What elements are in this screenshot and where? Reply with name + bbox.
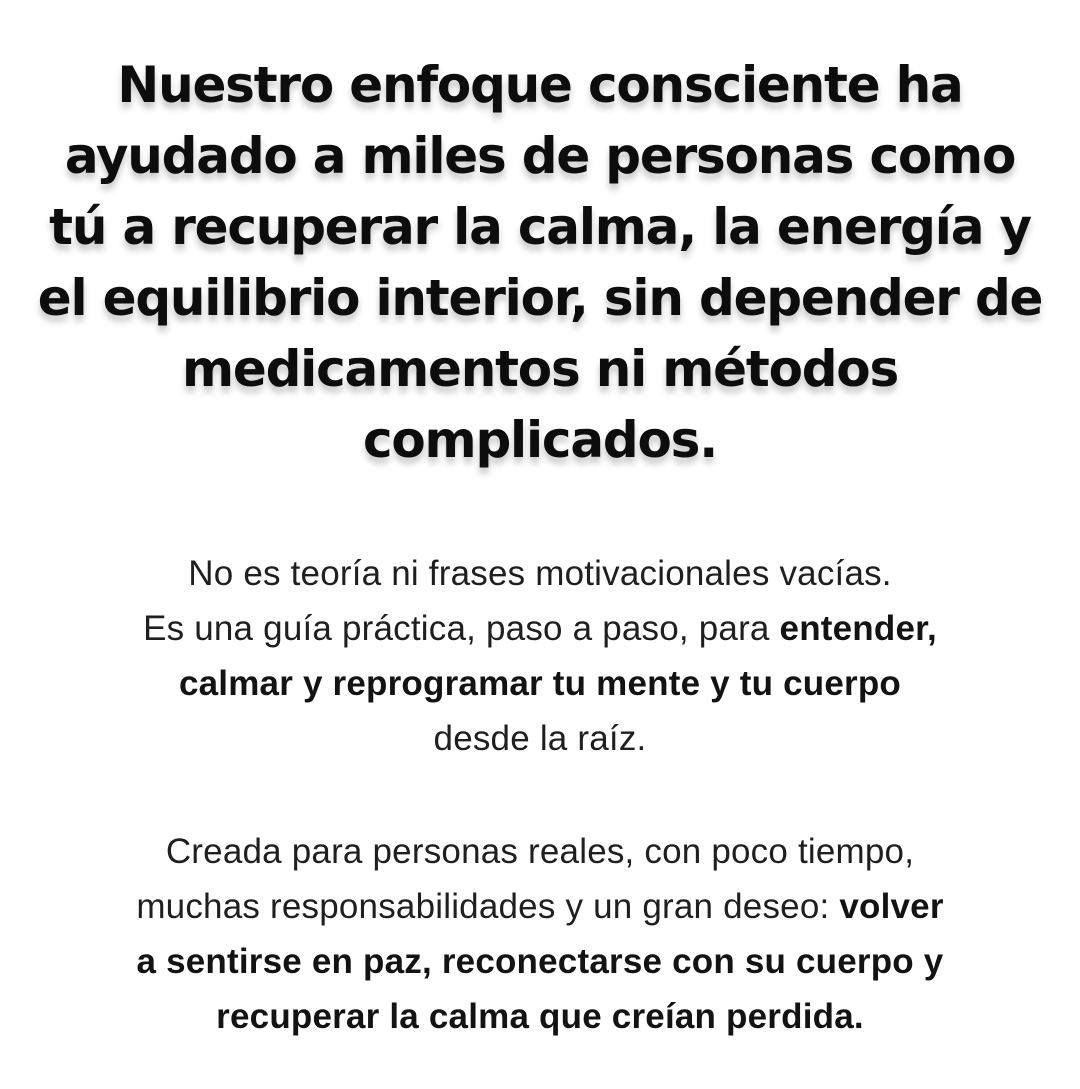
intro-line-3: calmar y reprogramar tu mente y tu cuerpo xyxy=(178,664,902,703)
intro-paragraph xyxy=(143,546,937,766)
audience-line-3: a sentirse en paz, reconectarse con su cuerpo y xyxy=(136,942,944,981)
intro-line-1: No es teoría ni frases motivacionales vacías. xyxy=(188,554,892,593)
audience-line-2-bold: volver xyxy=(839,887,944,926)
intro-line-2 xyxy=(143,601,937,656)
heading-line-6: complicados. xyxy=(362,411,718,469)
intro-line-4: desde la raíz. xyxy=(433,719,647,758)
heading-line-2: ayudado a miles de personas como xyxy=(64,127,1016,185)
audience-line-2-regular: muchas responsabilidades y un gran deseo: xyxy=(136,887,840,926)
audience-line-1: Creada para personas reales, con poco tiempo, xyxy=(165,832,915,871)
audience-line-4: recuperar la calma que creían perdida. xyxy=(216,997,864,1036)
intro-line-2-regular: Es una guía práctica, paso a paso, para xyxy=(143,609,780,648)
audience-paragraph xyxy=(136,824,943,1044)
audience-line-2 xyxy=(136,879,943,934)
heading-line-5: medicamentos ni métodos xyxy=(181,340,899,398)
heading-line-3: tú a recuperar la calma, la energía y xyxy=(49,198,1031,256)
heading-line-1: Nuestro enfoque consciente ha xyxy=(117,56,963,114)
intro-line-2-bold: entender, xyxy=(779,609,937,648)
heading-line-4: el equilibrio interior, sin depender de xyxy=(37,269,1043,327)
page-title xyxy=(38,50,1043,476)
